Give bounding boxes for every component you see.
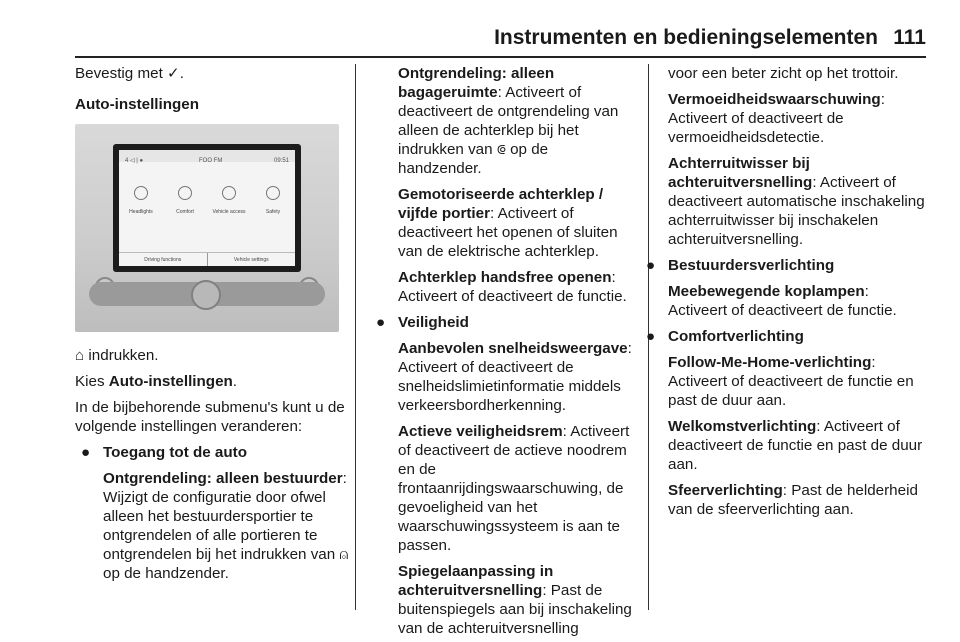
speed-display-setting: Aanbevolen snelheidsweergave: Activeert of deactiveert de snelheidslimietinformatie middels verkeersbordherkenning.	[398, 340, 632, 414]
safety-brake-setting: Actieve veiligheidsrem: Activeert of deactiveert de actieve noodrem en de frontaanrijdingswaarschuwing, de gevoeligheid van het waarschuwingssysteem is aan te passen.	[398, 423, 630, 554]
fatigue-warning-setting: Vermoeidheidswaarschuwing: Activeert of deactiveert de vermoeidheidsdetectie.	[668, 91, 885, 146]
screen-icons	[119, 186, 295, 222]
column-1	[75, 64, 351, 590]
page-title: Instrumenten en bedieningselementen	[494, 26, 878, 49]
safety-icon	[266, 186, 280, 200]
tab-driving-functions: Driving functions	[144, 257, 182, 263]
bullet-dot: ●	[81, 444, 91, 461]
bullet-dot: ●	[376, 314, 386, 331]
screen-tabs	[119, 252, 295, 266]
bullet-vehicle-access: ● Toegang tot de auto	[81, 444, 247, 461]
mirror-reverse-setting: Spiegelaanpassing in achteruitversnelling: Past de buitenspiegels aan bij inschakeling van de achteruitversnelling	[398, 563, 632, 637]
column-divider-1	[355, 64, 356, 610]
column-3	[646, 64, 926, 526]
screen-status-bar: 4 ◁ | ● FOO FM 09:51	[119, 150, 295, 162]
tab-vehicle-settings: Vehicle settings	[207, 253, 296, 266]
bullet-dot: ●	[646, 328, 656, 345]
display-screen	[113, 144, 301, 272]
welcome-lighting-setting: Welkomstverlichting: Activeert of deactiveert de functie en past de duur aan.	[668, 418, 923, 473]
intro-text: In de bijbehorende submenu's kunt u de volgende instellingen veranderen:	[75, 399, 345, 435]
header-divider	[75, 56, 926, 58]
page-number: 111	[893, 26, 926, 49]
comfort-icon	[178, 186, 192, 200]
handsfree-tailgate-setting: Achterklep handsfree openen: Activeert of deactiveert de functie.	[398, 269, 627, 305]
comfort-tile: Comfort	[167, 186, 203, 222]
safety-tile: Safety	[255, 186, 291, 222]
driver-unlock-setting: Ontgrendeling: alleen bestuurder: Wijzigt de configuratie door ofwel alleen het bestuurdersportier te ontgrendelen of alle portieren te ontgrendelen bij het indrukken van ⍝ op de handzender.	[103, 470, 349, 582]
bullet-driver-lighting: ● Bestuurdersverlichting	[646, 257, 835, 274]
ambient-lighting-setting: Sfeerverlichting: Past de helderheid van de sfeerverlichting aan.	[668, 482, 918, 518]
infotainment-photo	[75, 124, 339, 332]
bullet-dot: ●	[646, 257, 656, 274]
headlights-icon	[134, 186, 148, 200]
select-instruction: Kies Auto-instellingen.	[75, 373, 238, 390]
section-heading: Auto-instellingen	[75, 96, 200, 113]
trunk-unlock-setting: Ontgrendeling: alleen bagageruimte: Activeert of deactiveert de ontgrendeling van alleen de achterklep bij het indrukken van ⟃ op de handzender.	[398, 65, 619, 177]
home-icon: ⌂	[75, 347, 85, 364]
press-instruction: ⌂ indrukken.	[75, 347, 159, 364]
power-tailgate-setting: Gemotoriseerde achterklep / vijfde portier: Activeert of deactiveert het openen of sluiten van de elektrische achterklep.	[398, 186, 618, 260]
vehicle-access-tile: Vehicle access	[211, 186, 247, 222]
adaptive-headlights-setting: Meebewegende koplampen: Activeert of deactiveert de functie.	[668, 283, 897, 319]
column-2	[376, 64, 634, 642]
follow-me-home-setting: Follow-Me-Home-verlichting: Activeert of deactiveert de functie en past de duur aan.	[668, 354, 914, 409]
continued-text: voor een beter zicht op het trottoir.	[668, 65, 899, 82]
confirm-text: Bevestig met ✓.	[75, 65, 184, 82]
headlights-tile: Headlights	[123, 186, 159, 222]
rear-wiper-setting: Achterruitwisser bij achteruitversnelling: Activeert of deactiveert automatische inschakeling achterruitwisser bij inschakelen achteruitversnelling.	[668, 155, 925, 248]
volume-knob	[191, 280, 221, 310]
bullet-safety: ● Veiligheid	[376, 314, 469, 331]
vehicle-access-icon	[222, 186, 236, 200]
bullet-comfort-lighting: ● Comfortverlichting	[646, 328, 804, 345]
